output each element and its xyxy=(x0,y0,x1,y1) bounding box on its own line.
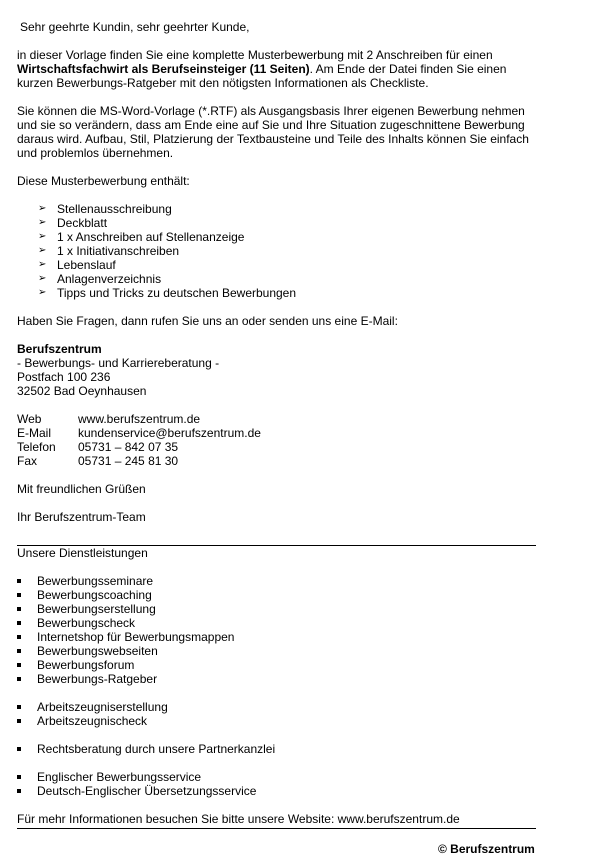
web-link[interactable]: www.berufszentrum.de xyxy=(78,412,201,426)
list-item-label: Rechtsberatung durch unsere Partnerkanzlei xyxy=(37,742,276,756)
greeting: Sehr geehrte Kundin, sehr geehrter Kunde, xyxy=(20,20,250,34)
list-item-label: Arbeitszeugniserstellung xyxy=(37,700,168,714)
list-item xyxy=(17,258,537,272)
contact-label: Fax xyxy=(17,454,38,468)
arrow-bullet-icon: ➢ xyxy=(38,217,47,228)
list-item-label: Bewerbungsforum xyxy=(37,658,135,672)
table-row xyxy=(17,412,261,426)
square-bullet-icon xyxy=(17,705,21,709)
list-item-label: Bewerbungswebseiten xyxy=(37,644,158,658)
intro-text-2: . Am Ende der Datei finden Sie einen kurzen Bewerbungs-Ratgeber mit den nötigsten Informationen als Checkliste. xyxy=(17,62,507,90)
document-page xyxy=(17,20,537,829)
list-item-label: Deckblatt xyxy=(57,216,108,230)
square-bullet-icon xyxy=(17,789,21,793)
contact-label: Telefon xyxy=(17,440,56,454)
intro-bold-text: Wirtschaftsfachwirt als Berufseinsteiger (11 Seiten) xyxy=(17,62,310,76)
arrow-bullet-icon: ➢ xyxy=(38,273,47,284)
services-list-3 xyxy=(17,742,537,756)
square-bullet-icon xyxy=(17,719,21,723)
square-bullet-icon xyxy=(17,775,21,779)
contents-intro: Diese Musterbewerbung enthält: xyxy=(17,174,190,188)
arrow-bullet-icon: ➢ xyxy=(38,231,47,242)
list-item xyxy=(17,700,537,714)
list-item xyxy=(17,658,537,672)
list-item-label: Deutsch-Englischer Übersetzungsservice xyxy=(37,784,257,798)
list-item-label: Internetshop für Bewerbungsmappen xyxy=(37,630,235,644)
closing: Mit freundlichen Grüßen xyxy=(17,482,146,496)
address-line-1: Postfach 100 236 xyxy=(17,370,111,384)
template-paragraph: Sie können die MS-Word-Vorlage (*.RTF) als Ausgangsbasis Ihrer eigenen Bewerbung nehmen und sie so verändern, dass am Ende eine auf Sie und Ihre Situation zugeschnittene Bewerbung daraus wird. Aufbau, Stil, Platzierung der Textbausteine und Teile des Inhalts können Sie einfach und problemlos übernehmen. xyxy=(17,104,529,160)
list-item xyxy=(17,216,537,230)
list-item-label: Bewerbungscoaching xyxy=(37,588,152,602)
list-item xyxy=(17,714,537,728)
signature: Ihr Berufszentrum-Team xyxy=(17,510,146,524)
services-list-1 xyxy=(17,574,537,686)
phone-value: 05731 – 842 07 35 xyxy=(78,440,179,454)
contact-table xyxy=(17,412,261,468)
intro-paragraph xyxy=(17,48,537,90)
arrow-bullet-icon: ➢ xyxy=(38,287,47,298)
services-list-4 xyxy=(17,770,537,798)
square-bullet-icon xyxy=(17,607,21,611)
company-name-bold: Berufszentrum xyxy=(17,342,102,356)
email-link[interactable]: kundenservice@berufszentrum.de xyxy=(78,426,261,440)
contact-label: Web xyxy=(17,412,42,426)
list-item-label: Stellenausschreibung xyxy=(57,202,172,216)
list-item xyxy=(17,742,537,756)
services-list-2 xyxy=(17,700,537,728)
square-bullet-icon xyxy=(17,677,21,681)
square-bullet-icon xyxy=(17,649,21,653)
contents-list xyxy=(17,202,537,300)
list-item xyxy=(17,630,537,644)
contact-label: E-Mail xyxy=(17,426,52,440)
list-item xyxy=(17,616,537,630)
table-row xyxy=(17,440,261,454)
list-item-label: Englischer Bewerbungsservice xyxy=(37,770,202,784)
list-item-label: Lebenslauf xyxy=(57,258,116,272)
list-item xyxy=(17,602,537,616)
list-item-label: Bewerbungserstellung xyxy=(37,602,156,616)
intro-text-1: in dieser Vorlage finden Sie eine komplette Musterbewerbung mit 2 Anschreiben für einen xyxy=(17,48,493,62)
copyright: © Berufszentrum xyxy=(438,842,535,856)
more-info-text: Für mehr Informationen besuchen Sie bitte unsere Website: www.berufszentrum.de xyxy=(17,812,460,826)
list-item-label: 1 x Initiativanschreiben xyxy=(57,244,180,258)
questions-text: Haben Sie Fragen, dann rufen Sie uns an oder senden uns eine E-Mail: xyxy=(17,314,398,328)
list-item xyxy=(17,770,537,784)
address-line-2: 32502 Bad Oeynhausen xyxy=(17,384,147,398)
arrow-bullet-icon: ➢ xyxy=(38,245,47,256)
square-bullet-icon xyxy=(17,635,21,639)
list-item-label: Arbeitszeugnischeck xyxy=(37,714,148,728)
services-heading: Unsere Dienstleistungen xyxy=(17,546,148,560)
table-row xyxy=(17,426,261,440)
list-item-label: Bewerbungscheck xyxy=(37,616,136,630)
list-item xyxy=(17,202,537,216)
list-item-label: Bewerbungs-Ratgeber xyxy=(37,672,158,686)
square-bullet-icon xyxy=(17,621,21,625)
square-bullet-icon xyxy=(17,579,21,583)
list-item xyxy=(17,784,537,798)
list-item xyxy=(17,272,537,286)
square-bullet-icon xyxy=(17,747,21,751)
list-item-label: Anlagenverzeichnis xyxy=(57,272,162,286)
company-subtitle: - Bewerbungs- und Karriereberatung - xyxy=(17,356,220,370)
list-item xyxy=(17,230,537,244)
divider xyxy=(17,828,536,829)
arrow-bullet-icon: ➢ xyxy=(38,259,47,270)
list-item xyxy=(17,244,537,258)
list-item xyxy=(17,574,537,588)
arrow-bullet-icon: ➢ xyxy=(38,203,47,214)
list-item xyxy=(17,644,537,658)
list-item xyxy=(17,286,537,300)
list-item xyxy=(17,588,537,602)
list-item-label: Bewerbungsseminare xyxy=(37,574,154,588)
fax-value: 05731 – 245 81 30 xyxy=(78,454,179,468)
list-item-label: 1 x Anschreiben auf Stellenanzeige xyxy=(57,230,245,244)
list-item-label: Tipps und Tricks zu deutschen Bewerbungen xyxy=(57,286,297,300)
square-bullet-icon xyxy=(17,593,21,597)
table-row xyxy=(17,454,261,468)
company-name xyxy=(17,342,537,356)
list-item xyxy=(17,672,537,686)
square-bullet-icon xyxy=(17,663,21,667)
